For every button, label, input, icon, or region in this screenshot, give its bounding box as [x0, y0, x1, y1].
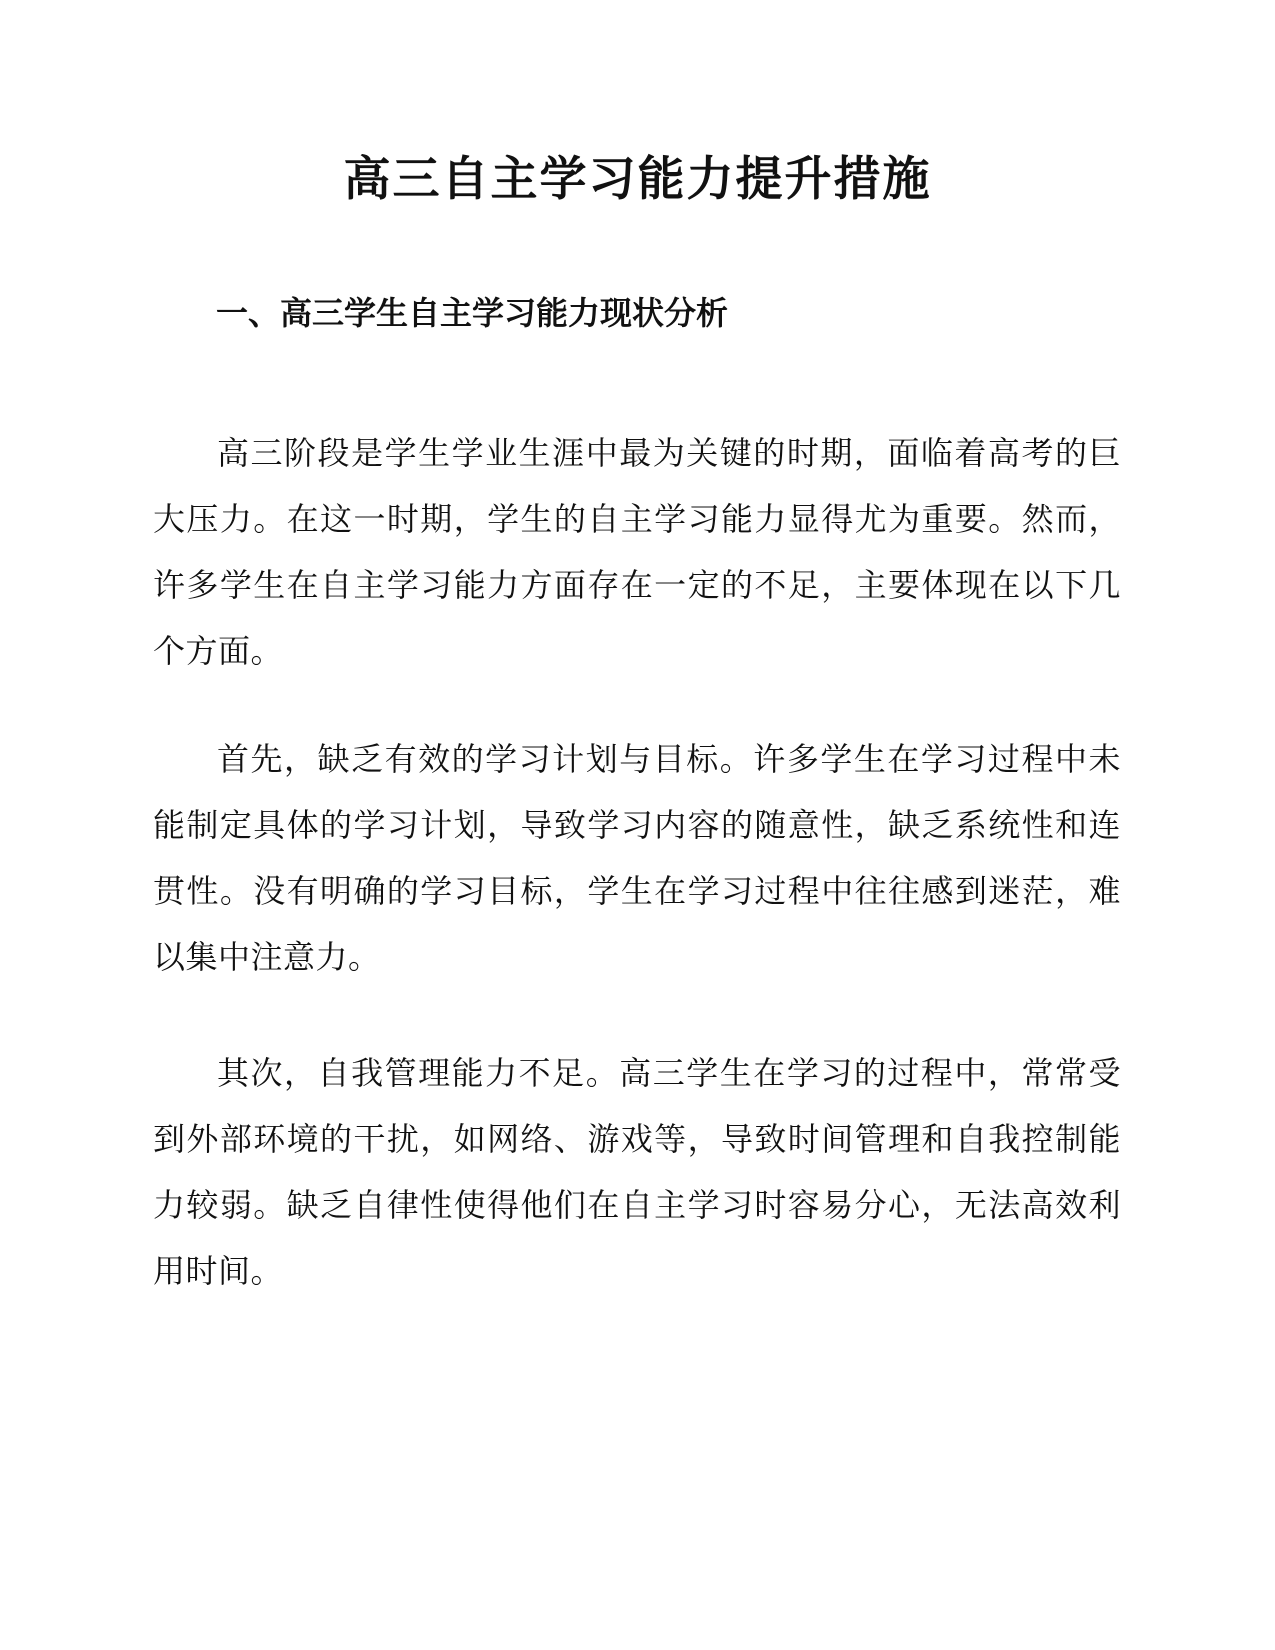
- paragraph: 其次，自我管理能力不足。高三学生在学习的过程中，常常受到外部环境的干扰，如网络、游戏等，导致时间管理和自我控制能力较弱。缺乏自律性使得他们在自主学习时容易分心，无法高效利用时间。: [153, 1054, 1121, 1290]
- section-heading: 一、高三学生自主学习能力现状分析: [216, 294, 729, 332]
- paragraph: 高三阶段是学生学业生涯中最为关键的时期，面临着高考的巨大压力。在这一时期，学生的自主学习能力显得尤为重要。然而，许多学生在自主学习能力方面存在一定的不足，主要体现在以下几个方面。: [153, 434, 1121, 670]
- document-title: 高三自主学习能力提升措施: [343, 152, 932, 207]
- paragraph: 首先，缺乏有效的学习计划与目标。许多学生在学习过程中未能制定具体的学习计划，导致学习内容的随意性，缺乏系统性和连贯性。没有明确的学习目标，学生在学习过程中往往感到迷茫，难以集中注意力。: [153, 740, 1121, 976]
